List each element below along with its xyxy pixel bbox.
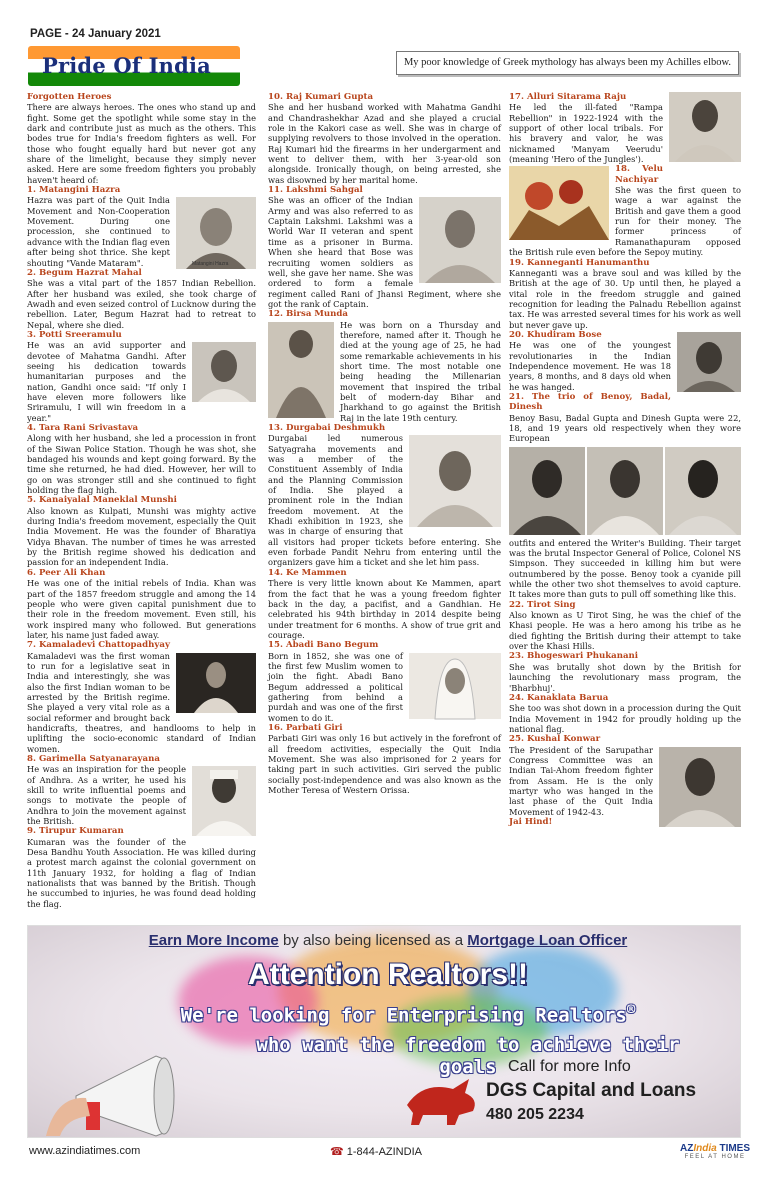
ad-headline: Attention Realtors!! xyxy=(248,958,528,991)
article-heading: 17. Alluri Sitarama Raju xyxy=(509,92,627,102)
ad-phone[interactable]: 480 205 2234 xyxy=(486,1106,584,1123)
article-body: outfits and entered the Writer's Building. Their target was the brutal Inspector General of Police, Colonel NS Simpson. They succeeded in killing him but were outnumbered by the posse. Benoy took a cyanide pill while the other two shot themselves to avoid capture. It takes more than guts to pull off something like this. xyxy=(509,537,741,600)
article-heading: 15. Abadi Bano Begum xyxy=(268,640,379,651)
section-title-banner xyxy=(28,46,240,86)
article-body: She was brutally shot down by the British for launching the revolutionary mass program, the 'Bharbhuj'. xyxy=(509,661,741,693)
article-heading: 11. Lakshmi Sahgal xyxy=(268,185,363,196)
phone-icon: ☎ xyxy=(330,1146,347,1158)
advertisement-banner[interactable] xyxy=(27,925,741,1138)
article-heading: 8. Garimella Satyanarayana xyxy=(27,754,160,764)
article-body: He was an inspiration for the people of Andhra. As a writer, he used his skill to write influential poems and songs to motivate the people of Andhra to join the movement against the British. xyxy=(27,764,186,827)
photo-lakshmi-sahgal xyxy=(419,197,501,283)
bull-logo-icon xyxy=(403,1075,481,1125)
column-1 xyxy=(27,92,256,909)
article-body: There are always heroes. The ones who stand up and fight. Some get the spotlight while some stay in the dark and contribute just as much as the others. This bodes true for India's freedom fighters as well. For those who fought equally hard but never got any share of the limelight, because they simply never asked. Here are some freedom fighters you probably haven't heard of: xyxy=(27,102,256,185)
section-title: Pride Of India xyxy=(42,53,211,78)
article-body: He was an avid supporter and devotee of Mahatma Gandhi. After seeing his dedication towards humanitarian purposes and the nation, Gandhi once said: "If only I have eleven more followers like Sriramulu, I will win freedom in a year." xyxy=(27,340,186,423)
article-body: He was one of the youngest revolutionaries in the Indian Independence movement. He was 18 years, 8 months, and 8 days old when he was hanged. xyxy=(509,340,671,392)
footer-website-link[interactable]: www.azindiatimes.com xyxy=(29,1145,141,1157)
article-body: Kumaran was the founder of the Desa Bandhu Youth Association. He was killed during a protest march against the colonial government on 11th January 1932, for holding a flag of Indian nationalists that was banned by the British. Though he succumbed to injuries, he was found dead holding the flag. xyxy=(27,836,256,909)
article-body: She was the first queen to wage a war against the British and gave them a good run for their money. The former princess of Ramanathapuram opposed the British rule even before the Sepoy mutiny. xyxy=(509,185,741,258)
photo-kamaladevi xyxy=(176,653,256,713)
article-body: Parbati Giri was only 16 but actively in the forefront of all freedom activities, especially the Quit India Movement. She was also imprisoned for 2 years for taking part in such activities. Giri served the public socially post-independence and was also known as the Mother Teresa of Western Orissa. xyxy=(268,733,501,796)
article-body: There is very little known about Ke Mammen, apart from the fact that he was a young freedom fighter back in the day, a pacifist, and a Gandhian. He celebrated his 94th birthday in 2014 despite being under treatment for 6 months. A show of true grit and courage. xyxy=(268,578,501,640)
article-heading: 1. Matangini Hazra xyxy=(27,185,121,196)
article-heading: 7. Kamaladevi Chattopadhyay xyxy=(27,640,170,651)
photo-durgabai xyxy=(409,435,501,527)
photo-khudiram-bose xyxy=(677,332,741,392)
article-heading: 4. Tara Rani Srivastava xyxy=(27,423,139,433)
article-heading: 25. Kushal Konwar xyxy=(509,734,601,745)
ad-line-freedom: who want the freedom to achieve their goals xyxy=(256,1034,680,1078)
photo-matangini-hazra xyxy=(176,197,256,269)
article-heading: 19. Kanneganti Hanumanthu xyxy=(509,257,650,268)
article-heading: 13. Durgabai Deshmukh xyxy=(268,423,386,433)
ad-company-name: DGS Capital and Loans xyxy=(486,1080,697,1101)
article-heading: 10. Raj Kumari Gupta xyxy=(268,92,374,102)
article-body: He was one of the initial rebels of India. Khan was part of the 1857 freedom struggle and among the 14 people who were given capital punishment due to their role in the freedom movement. Even still, his work inspired many who followed. But generations later, his name just faded away. xyxy=(27,578,256,640)
sign-off: Jai Hind! xyxy=(509,816,553,827)
column-3 xyxy=(509,92,741,857)
photo-caption: Matangini Hazra xyxy=(192,261,229,268)
article-body: Born in 1852, she was one of the first few Muslim women to join the fight. Abadi Bano Begum addressed a political gathering from behind a purdah and was one of the first women to do it. xyxy=(268,650,403,723)
article-heading: 21. The trio of Benoy, Badal, Dinesh xyxy=(509,391,671,413)
quote-box: My poor knowledge of Greek mythology has always been my Achilles elbow. xyxy=(396,51,739,75)
ad-line-realtors: We're looking for Enterprising Realtors® xyxy=(180,1002,636,1027)
article-heading: 6. Peer Ali Khan xyxy=(27,567,106,578)
article-body: Durgabai led numerous Satyagraha movements and was a member of the Constituent Assembly of India and the Planning Commission of India. She played a prominent role in the Indian freedom movement. At the Khadi exhibition in 1923, she was in charge of ensuring that all visitors had proper tickets before entering. She even forbade Pandit Nehru from entering until the organizers gave him a ticket and she let him pass. xyxy=(268,433,501,568)
article-body: Kanneganti was a brave soul and was killed by the British at the age of 30. Up until then, he played a vital role in the freedom struggle and gained recognition for leading the Palnadu Rebellion against tax. He was arrested several times for his work as well but never gave up. xyxy=(509,267,741,330)
article-heading: 3. Potti Sreeramulu xyxy=(27,329,122,340)
article-body: She was a vital part of the 1857 Indian Rebellion. After her husband was exiled, she took charge of Awadh and even seized control of Lucknow during the rebellion. Later, Begum Hazrat had to retreat to Nepal, where she died. xyxy=(27,278,256,330)
photo-birsa-munda xyxy=(268,322,334,418)
article-body: Kamaladevi was the first woman to run for a legislative seat in India and interestingly, she was also the first Indian woman to be arrested by the British regime. She played a very vital role as a social reformer and brought back handicrafts, theatres, and handlooms to help in uplifting the socio-economic standard of Indian women. xyxy=(27,650,256,754)
photo-benoy-badal-dinesh xyxy=(509,447,741,535)
article-heading: 12. Birsa Munda xyxy=(268,309,348,320)
article-heading: 24. Kanaklata Barua xyxy=(509,692,609,703)
article-heading: 18. Velu Nachiyar xyxy=(615,164,663,185)
article-heading: 16. Parbati Giri xyxy=(268,722,343,733)
article-body: She too was shot down in a procession during the Quit India Movement in 1942 for proudly holding up the national flag. xyxy=(509,703,741,734)
ad-call-info: Call for more Info xyxy=(508,1058,631,1075)
page-footer xyxy=(0,1140,770,1190)
photo-alluri-sitarama-raju xyxy=(669,92,741,162)
footer-phone[interactable]: ☎ 1-844-AZINDIA xyxy=(330,1146,422,1158)
article-body: Along with her husband, she led a procession in front of the Siwan Police Station. Though he was shot, she bandaged his wounds and kept going forward. By the time she returned, he had died. However, her will to go on was stronger still and she continued to fight holding the flag high. xyxy=(27,433,256,496)
article-body: He was born on a Thursday and therefore, named after it. Though he died at the young age of 25, he had some remarkable achievements in his short time. The most notable one being heading the Millenarian movement that inspired the tribal belt of modern-day Bihar and Jharkhand to go against the British Raj in the late 19th century. xyxy=(340,319,501,423)
article-body: The President of the Sarupathar Congress Committee was an Indian Tai-Ahom freedom fighter from Assam. He is the only martyr who was hanged in the last phase of the Quit India Movement of 1942-43. xyxy=(509,744,653,817)
article-heading: 5. Kanaiyalal Maneklal Munshi xyxy=(27,495,177,506)
page-date-label: PAGE - 24 January 2021 xyxy=(30,28,161,40)
column-2 xyxy=(268,92,501,857)
az-india-times-logo: AZIndia TIMES FEEL AT HOME xyxy=(680,1143,751,1160)
article-body: He led the ill-fated "Rampa Rebellion" in 1922-1924 with the support of other local tribals. For his bravery and valor, he was nicknamed 'Manyam Veerudu' (meaning 'Hero of the Jungles'). xyxy=(509,102,663,165)
article-body: Also known as Kulpati, Munshi was mighty active during India's freedom movement, especially the Quit India Movement. He was the founder of Bharatiya Vidya Bhavan. The number of times he was arrested by the British regime showed his dedication and passion for an independent India. xyxy=(27,505,256,568)
article-heading: 2. Begum Hazrat Mahal xyxy=(27,267,142,278)
article-heading: 23. Bhogeswari Phukanani xyxy=(509,651,639,662)
ad-tagline: Earn More Income by also being licensed as a Mortgage Loan Officer xyxy=(148,932,628,949)
photo-abadi-bano-begum xyxy=(409,653,501,719)
article-heading: Forgotten Heroes xyxy=(27,92,112,102)
article-body: Hazra was part of the Quit India Movement and Non-Cooperation Movement. During one procession, she continued to advance with the Indian flag even after being shot thrice. She kept shouting "Vande Mataram". xyxy=(27,195,170,268)
article-body: Benoy Basu, Badal Gupta and Dinesh Gupta were 22, 18, and 19 years old respectively when they wore European xyxy=(509,412,741,444)
article-body: She and her husband worked with Mahatma Gandhi and Chandrashekhar Azad and she played a crucial role in the Kakori case as well. She was in charge of supplying revolvers to those involved in the operation. Raj Kumari hid the firearms in her undergarment and went to deliver them, with her 3-year-old son alongside. Ironically though, on being arrested, she was disowned by her marital home. xyxy=(268,102,501,185)
article-heading: 20. Khudiram Bose xyxy=(509,329,602,340)
photo-velu-nachiyar xyxy=(509,166,609,240)
article-heading: 9. Tirupur Kumaran xyxy=(27,826,124,837)
article-heading: 22. Tirot Sing xyxy=(509,599,576,610)
megaphone-icon xyxy=(46,1036,206,1136)
article-body: She was an officer of the Indian Army and was also referred to as Captain Lakshmi. Lakshmi was a World War II veteran and spent time as a prisoner in Burma. When she heard that Bose was recruiting women soldiers as well, she gave her name. She was ordered to form a female regiment called Rani of Jhansi Regiment, where she got the rank of Captain. xyxy=(268,195,501,309)
article-heading: 14. Ke Mammen xyxy=(268,567,347,578)
article-body: Also known as U Tirot Sing, he was the chief of the Khasi people. He was a hero among his tribe as he died fighting the British during their attempt to take over the Khasi Hills. xyxy=(509,610,741,652)
photo-garimella xyxy=(192,766,256,836)
photo-potti-sreeramulu xyxy=(192,342,256,402)
photo-kushal-konwar xyxy=(659,747,741,827)
